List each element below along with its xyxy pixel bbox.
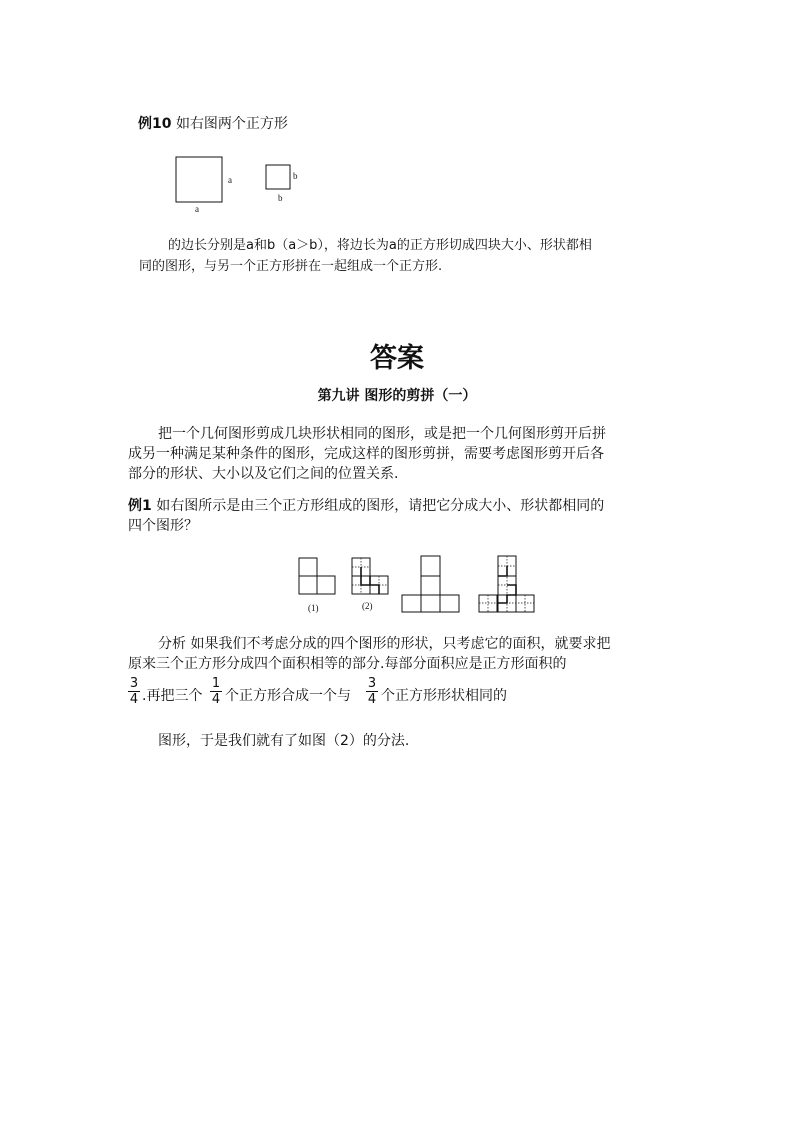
figure-2-label: (2) [362,601,373,611]
fraction-1-4 [210,676,222,707]
fraction-numerator: 3 [367,676,377,691]
ex10-text-1: 的边长分别是a和b（a＞b），将边长为a的正方形切成四块大小、形状都相 [168,238,592,253]
ex10-intro: 如右图两个正方形 [175,116,288,132]
fraction-numerator: 3 [129,676,139,691]
ex10-label: 例10 [138,116,172,132]
figure-1-label: (1) [308,603,319,613]
intro-line-1: 把一个几何图形剪成几块形状相同的图形，或是把一个几何图形剪开后拼 [158,426,606,442]
analysis-seg-1: .再把三个 [142,688,203,704]
figure-1 [299,558,335,594]
intro-line-2: 成另一种满足某种条件的图形，完成这样的图形剪拼，需要考虑图形剪开后各 [128,446,604,462]
ex1-line-1 [128,496,604,516]
small-side-label: b [293,171,298,181]
ex10-line [138,114,288,134]
analysis-seg-2: 个正方形合成一个与 [225,688,351,704]
ex1-figures [290,550,550,620]
answer-heading: 答案 [370,343,424,374]
lecture-subheading: 第九讲 图形的剪拼（一） [317,388,477,404]
ex1-text-2: 四个图形？ [128,518,198,534]
small-square [266,165,290,189]
analysis-seg-3: 个正方形形状相同的 [381,688,507,704]
ex10-text-2: 同的图形，与另一个正方形拼在一起组成一个正方形. [139,259,443,274]
ex1-label: 例1 [128,498,152,514]
analysis-line-2: 原来三个正方形分成四个面积相等的部分.每部分面积应是正方形面积的 [128,656,567,672]
fraction-denominator: 4 [129,692,139,707]
big-side-label: a [228,175,232,185]
analysis-line-1: 分析 如果我们不考虑分成的四个图形的形状，只考虑它的面积，就要求把 [158,636,611,652]
small-bottom-label: b [278,193,283,203]
fraction-denominator: 4 [211,692,221,707]
big-bottom-label: a [195,204,199,214]
fraction-3-4-a [128,676,140,707]
figure-3 [402,556,459,612]
ex1-text-1: 如右图所示是由三个正方形组成的图形，请把它分成大小、形状都相同的 [156,498,605,514]
analysis-line-4: 图形，于是我们就有了如图（2）的分法. [158,733,410,749]
fraction-denominator: 4 [367,692,377,707]
intro-line-3: 部分的形状、大小以及它们之间的位置关系. [128,466,399,482]
figure-4 [479,556,534,612]
big-square [176,157,222,202]
fraction-numerator: 1 [211,676,221,691]
figure-2 [352,558,388,594]
fraction-3-4-b [366,676,378,707]
ex10-figure [170,152,310,212]
